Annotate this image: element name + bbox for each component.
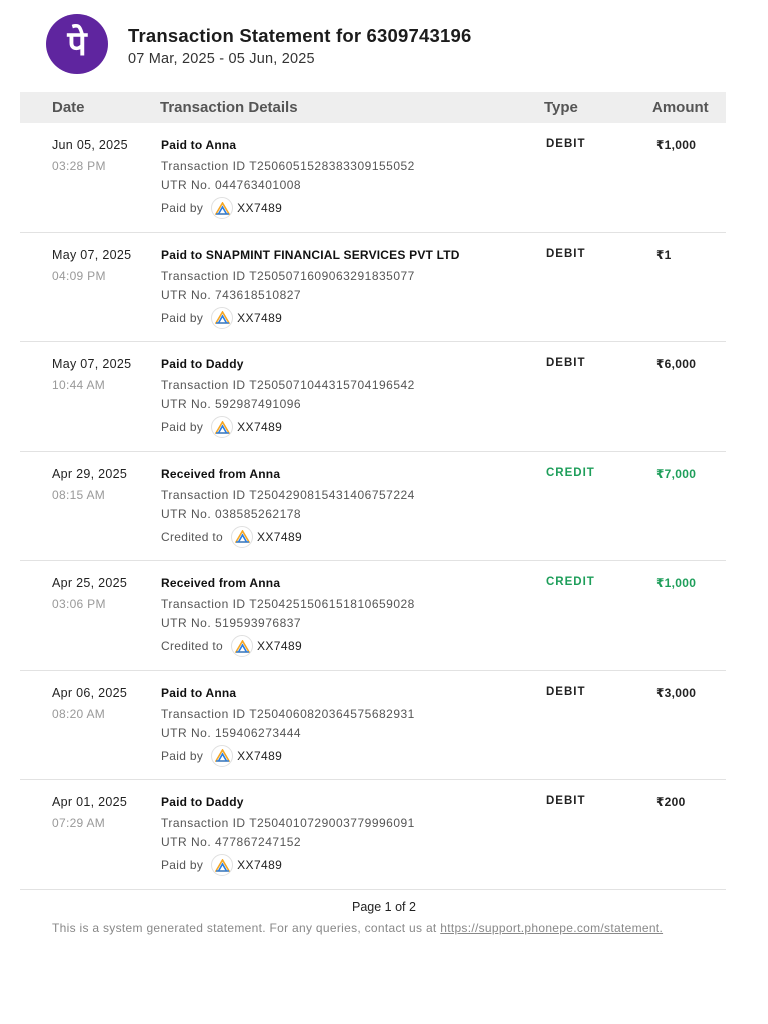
transaction-type: DEBIT: [546, 685, 586, 698]
payment-method: [161, 744, 282, 768]
transactions-list: [20, 123, 726, 890]
transaction-id: Transaction ID T2504060820364575682931: [161, 706, 415, 721]
bank-icon: [211, 307, 233, 329]
transaction-description: Received from Anna: [161, 466, 281, 481]
column-header-details: Transaction Details: [160, 99, 298, 116]
utr-number: UTR No. 592987491096: [161, 397, 302, 411]
payment-method-label: Paid by: [161, 420, 204, 434]
transaction-time: 08:20 AM: [52, 706, 106, 721]
transaction-date: Apr 06, 2025: [52, 685, 128, 700]
utr-number: UTR No. 743618510827: [161, 287, 302, 302]
table-row: [20, 452, 726, 562]
account-number: XX7489: [237, 201, 283, 215]
table-header: [20, 92, 726, 123]
utr-number: UTR No. 038585262178: [161, 506, 302, 521]
payment-method: [161, 853, 282, 877]
transaction-time: 03:28 PM: [52, 159, 106, 173]
transaction-type: DEBIT: [546, 357, 586, 369]
bank-icon: [211, 854, 233, 876]
transaction-type: DEBIT: [546, 247, 586, 260]
bank-icon: [211, 197, 233, 219]
transaction-type: CREDIT: [546, 576, 595, 588]
payment-method-label: Paid by: [161, 310, 204, 325]
transaction-description: Paid to SNAPMINT FINANCIAL SERVICES PVT LTD: [161, 247, 460, 262]
payment-method: [161, 525, 302, 549]
account-number: XX7489: [237, 310, 283, 325]
transaction-time: 03:06 PM: [52, 597, 106, 611]
account-number: XX7489: [257, 639, 303, 653]
account-number: XX7489: [237, 420, 283, 434]
payment-method-label: Credited to: [161, 639, 223, 653]
date-range: 07 Mar, 2025 - 05 Jun, 2025: [128, 51, 315, 67]
bank-icon: [211, 416, 233, 438]
column-header-date: Date: [52, 99, 85, 116]
account-number: XX7489: [237, 748, 283, 763]
account-number: XX7489: [237, 858, 283, 872]
bank-icon: [231, 526, 253, 548]
phonepe-logo: पे: [46, 14, 108, 74]
transaction-type: DEBIT: [546, 138, 586, 150]
payment-method: [161, 415, 282, 439]
transaction-date: Apr 01, 2025: [52, 795, 128, 809]
transaction-amount: ₹1,000: [656, 138, 697, 152]
transaction-type: DEBIT: [546, 795, 586, 807]
footer-note: [52, 921, 663, 935]
utr-number: UTR No. 159406273444: [161, 725, 302, 740]
column-header-amount: Amount: [652, 99, 709, 116]
transaction-amount: ₹6,000: [656, 357, 697, 371]
table-row: [20, 342, 726, 452]
page-indicator: Page 1 of 2: [352, 900, 416, 914]
column-header-type: Type: [544, 99, 578, 116]
transaction-date: May 07, 2025: [52, 357, 132, 371]
transaction-amount: ₹200: [656, 795, 686, 809]
footer-text: This is a system generated statement. For any queries, contact us at: [52, 921, 437, 935]
transaction-id: Transaction ID T2504251506151810659028: [161, 597, 415, 611]
transaction-date: Apr 25, 2025: [52, 576, 128, 590]
payment-method-label: Credited to: [161, 529, 223, 544]
transaction-id: Transaction ID T2504290815431406757224: [161, 487, 415, 502]
transaction-date: May 07, 2025: [52, 247, 132, 262]
utr-number: UTR No. 044763401008: [161, 178, 302, 192]
payment-method-label: Paid by: [161, 748, 204, 763]
transaction-date: Jun 05, 2025: [52, 138, 128, 152]
transaction-date: Apr 29, 2025: [52, 466, 128, 481]
transaction-id: Transaction ID T2505071609063291835077: [161, 268, 415, 283]
statement-header: [46, 14, 736, 76]
payment-method: [161, 306, 282, 330]
table-row: [20, 123, 726, 233]
transaction-id: Transaction ID T2505071044315704196542: [161, 378, 415, 392]
transaction-description: Paid to Anna: [161, 138, 237, 152]
table-row: [20, 233, 726, 343]
table-row: [20, 671, 726, 781]
table-row: [20, 561, 726, 671]
transaction-time: 04:09 PM: [52, 268, 106, 283]
transaction-amount: ₹1: [656, 247, 672, 262]
transaction-amount: ₹3,000: [656, 685, 697, 700]
bank-icon: [211, 745, 233, 767]
utr-number: UTR No. 519593976837: [161, 616, 302, 630]
payment-method: [161, 196, 282, 220]
transaction-amount: ₹1,000: [656, 576, 697, 590]
payment-method-label: Paid by: [161, 201, 204, 215]
table-row: [20, 780, 726, 890]
transaction-id: Transaction ID T2504010729003779996091: [161, 816, 415, 830]
transaction-description: Received from Anna: [161, 576, 281, 590]
bank-icon: [231, 635, 253, 657]
transaction-time: 07:29 AM: [52, 816, 106, 830]
statement-title: Transaction Statement for 6309743196: [128, 25, 472, 46]
transaction-amount: ₹7,000: [656, 466, 697, 481]
account-number: XX7489: [257, 529, 303, 544]
transaction-time: 08:15 AM: [52, 487, 106, 502]
transaction-time: 10:44 AM: [52, 378, 106, 392]
payment-method: [161, 634, 302, 658]
transaction-id: Transaction ID T2506051528383309155052: [161, 159, 415, 173]
transaction-description: Paid to Anna: [161, 685, 237, 700]
payment-method-label: Paid by: [161, 858, 204, 872]
transaction-description: Paid to Daddy: [161, 795, 244, 809]
support-link[interactable]: https://support.phonepe.com/statement.: [440, 921, 664, 935]
transaction-type: CREDIT: [546, 466, 595, 479]
utr-number: UTR No. 477867247152: [161, 835, 302, 849]
transaction-description: Paid to Daddy: [161, 357, 244, 371]
